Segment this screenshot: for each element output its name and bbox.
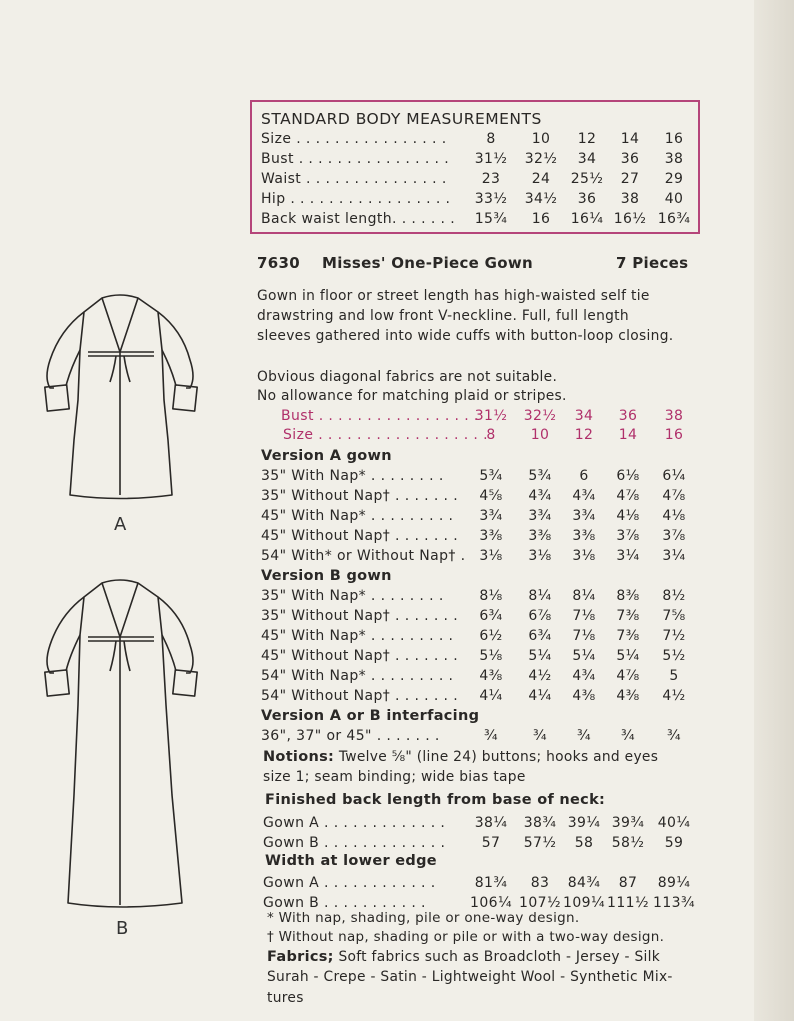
bust-row-value: 34 (574, 408, 594, 424)
measurement-row-value: 38 (620, 191, 640, 207)
finished-length-row-value: 38¼ (474, 815, 508, 831)
yardage-row-value: 3⅛ (479, 548, 503, 564)
finished-length-row-value: 39¾ (611, 815, 645, 831)
size-row-value: 12 (574, 427, 594, 443)
size-row-value: 10 (530, 427, 550, 443)
measurement-row-value: 14 (620, 131, 640, 147)
bust-row-value: 31½ (474, 408, 508, 424)
width-lower-row-value: 106¼ (470, 895, 512, 911)
yardage-row-value: 7½ (662, 628, 686, 644)
width-lower-heading: Width at lower edge (265, 853, 437, 869)
notions-label: Notions: (263, 749, 335, 765)
yardage-row-value: ¾ (667, 728, 681, 744)
finished-length-row-value: 38¾ (523, 815, 557, 831)
measurement-row-value: 40 (664, 191, 684, 207)
yardage-row-value: 4⅜ (572, 688, 596, 704)
finished-length-row-value: 39¼ (567, 815, 601, 831)
yardage-row-value: 5 (669, 668, 679, 684)
description-line-1: Gown in floor or street length has high-waisted self tie (257, 288, 650, 304)
yardage-row-value: 5¼ (528, 648, 552, 664)
measurement-row-value: 34½ (524, 191, 558, 207)
yardage-row-value: 7⅛ (572, 608, 596, 624)
yardage-row-value: 3⅜ (528, 528, 552, 544)
measurement-row-value: 36 (577, 191, 597, 207)
measurement-row-label: Back waist length. . . . . . . (261, 211, 456, 227)
finished-length-heading: Finished back length from base of neck: (265, 792, 606, 808)
yardage-row-value: 6¾ (528, 628, 552, 644)
measurement-row-value: 23 (481, 171, 501, 187)
width-lower-row-value: 87 (618, 875, 638, 891)
yardage-row-value: 3¾ (572, 508, 596, 524)
yardage-row-value: 4¾ (572, 488, 596, 504)
yardage-row-label: 54" Without Nap† . . . . . . . (261, 688, 459, 704)
bust-row-value: 36 (618, 408, 638, 424)
yardage-row-value: 5¾ (528, 468, 552, 484)
yardage-row-value: 6 (579, 468, 589, 484)
finished-length-row-value: 40¼ (657, 815, 691, 831)
measurement-row-value: 34 (577, 151, 597, 167)
yardage-row-label: 45" With Nap* . . . . . . . . . (261, 508, 454, 524)
finished-length-row-value: 59 (664, 835, 684, 851)
width-lower-row-label: Gown B . . . . . . . . . . . (263, 895, 426, 911)
width-lower-row-value: 109¼ (563, 895, 605, 911)
pattern-pieces: 7 Pieces (616, 254, 689, 272)
yardage-row-value: 8¼ (572, 588, 596, 604)
finished-length-row-value: 58½ (611, 835, 645, 851)
notions-line-2: size 1; seam binding; wide bias tape (263, 769, 526, 785)
yardage-row-value: 5¼ (616, 648, 640, 664)
yardage-section-heading: Version A gown (261, 448, 392, 464)
yardage-row-value: 3⅜ (479, 528, 503, 544)
finished-length-row-value: 57½ (523, 835, 557, 851)
yardage-row-value: 4⅛ (662, 508, 686, 524)
measurement-row-value: 32½ (524, 151, 558, 167)
page-edge-shadow (754, 0, 794, 1021)
yardage-row-value: 3¾ (528, 508, 552, 524)
gown-b-illustration (40, 575, 200, 910)
yardage-row-value: 4⅜ (616, 688, 640, 704)
yardage-row-value: 3¼ (616, 548, 640, 564)
measurement-row-value: 25½ (570, 171, 604, 187)
yardage-row-value: 3¾ (479, 508, 503, 524)
yardage-row-label: 45" Without Nap† . . . . . . . (261, 648, 459, 664)
footnote-with-nap: * With nap, shading, pile or one-way design. (267, 910, 580, 926)
measurement-row-value: 10 (531, 131, 551, 147)
bust-row-value: 32½ (523, 408, 557, 424)
size-row-label: Size . . . . . . . . . . . . . . . . . . (283, 427, 488, 443)
yardage-row-value: 7⅛ (572, 628, 596, 644)
note-line-2: No allowance for matching plaid or stripes. (257, 388, 567, 404)
yardage-row-value: 3⅞ (616, 528, 640, 544)
measurement-row-label: Waist . . . . . . . . . . . . . . . (261, 171, 447, 187)
measurement-row-value: 16¼ (570, 211, 604, 227)
finished-length-row-value: 57 (481, 835, 501, 851)
yardage-row-label: 35" With Nap* . . . . . . . . (261, 468, 444, 484)
measurement-row-label: Size . . . . . . . . . . . . . . . . (261, 131, 447, 147)
measurements-title: STANDARD BODY MEASUREMENTS (261, 110, 542, 128)
yardage-row-label: 35" Without Nap† . . . . . . . (261, 608, 459, 624)
measurement-row-value: 29 (664, 171, 684, 187)
size-row-value: 8 (486, 427, 496, 443)
yardage-row-value: 4½ (662, 688, 686, 704)
fabrics-text-1: Soft fabrics such as Broadcloth - Jersey - Silk (338, 949, 661, 965)
yardage-row-value: 5¾ (479, 468, 503, 484)
fabrics-line-1 (267, 949, 660, 965)
yardage-section-heading: Version A or B interfacing (261, 708, 480, 724)
yardage-row-value: 6½ (479, 628, 503, 644)
gown-a-illustration (40, 290, 200, 505)
yardage-row-value: 3⅞ (662, 528, 686, 544)
measurement-row-label: Hip . . . . . . . . . . . . . . . . . (261, 191, 451, 207)
measurement-row-value: 33½ (474, 191, 508, 207)
yardage-row-value: 4⅛ (616, 508, 640, 524)
yardage-row-value: 8½ (662, 588, 686, 604)
measurement-row-value: 16¾ (657, 211, 691, 227)
figure-a-label: A (114, 514, 127, 535)
measurement-row-value: 27 (620, 171, 640, 187)
yardage-row-value: 7⅜ (616, 628, 640, 644)
finished-length-row-label: Gown B . . . . . . . . . . . . . (263, 835, 446, 851)
yardage-row-label: 54" With* or Without Nap† . (261, 548, 466, 564)
fabrics-line-2: Surah - Crepe - Satin - Lightweight Wool - Synthetic Mix- (267, 969, 673, 985)
yardage-row-value: 5⅛ (479, 648, 503, 664)
description-line-3: sleeves gathered into wide cuffs with button-loop closing. (257, 328, 674, 344)
pattern-name: Misses' One-Piece Gown (322, 254, 534, 272)
yardage-row-label: 45" With Nap* . . . . . . . . . (261, 628, 454, 644)
yardage-row-value: 4⅞ (662, 488, 686, 504)
measurement-row-value: 12 (577, 131, 597, 147)
size-row-value: 14 (618, 427, 638, 443)
yardage-row-value: 4½ (528, 668, 552, 684)
yardage-row-value: 7⅝ (662, 608, 686, 624)
bust-row-label: Bust . . . . . . . . . . . . . . . . . (281, 408, 479, 424)
yardage-row-value: 3⅛ (528, 548, 552, 564)
yardage-row-value: 4⅜ (479, 668, 503, 684)
yardage-row-label: 36", 37" or 45" . . . . . . . (261, 728, 440, 744)
yardage-row-value: ¾ (577, 728, 591, 744)
finished-length-row-value: 58 (574, 835, 594, 851)
yardage-row-label: 45" Without Nap† . . . . . . . (261, 528, 459, 544)
yardage-row-value: 6⅞ (528, 608, 552, 624)
note-line-1: Obvious diagonal fabrics are not suitable. (257, 369, 558, 385)
description-line-2: drawstring and low front V-neckline. Full, full length (257, 308, 629, 324)
yardage-row-value: 4¾ (572, 668, 596, 684)
yardage-row-value: 4⅝ (479, 488, 503, 504)
yardage-row-value: ¾ (533, 728, 547, 744)
fabrics-label: Fabrics; (267, 949, 334, 965)
size-row-value: 16 (664, 427, 684, 443)
yardage-row-value: 4¼ (528, 688, 552, 704)
yardage-row-value: 8⅛ (479, 588, 503, 604)
fabrics-line-3: tures (267, 990, 304, 1006)
measurement-row-value: 16 (531, 211, 551, 227)
yardage-row-value: 4¾ (528, 488, 552, 504)
yardage-section-heading: Version B gown (261, 568, 392, 584)
pattern-number: 7630 (257, 254, 300, 272)
yardage-row-value: 6⅛ (616, 468, 640, 484)
width-lower-row-value: 113¾ (653, 895, 695, 911)
notions-line-1 (263, 749, 658, 765)
yardage-row-value: 5¼ (572, 648, 596, 664)
width-lower-row-value: 84¾ (567, 875, 601, 891)
width-lower-row-value: 81¾ (474, 875, 508, 891)
measurement-row-value: 8 (486, 131, 496, 147)
measurement-row-value: 16½ (613, 211, 647, 227)
yardage-row-value: ¾ (621, 728, 635, 744)
yardage-row-value: ¾ (484, 728, 498, 744)
yardage-row-value: 6¾ (479, 608, 503, 624)
yardage-row-value: 5½ (662, 648, 686, 664)
width-lower-row-value: 83 (530, 875, 550, 891)
measurement-row-value: 15¾ (474, 211, 508, 227)
width-lower-row-value: 107½ (519, 895, 561, 911)
measurement-row-value: 16 (664, 131, 684, 147)
yardage-row-value: 4⅞ (616, 668, 640, 684)
yardage-row-value: 7⅜ (616, 608, 640, 624)
yardage-row-label: 35" With Nap* . . . . . . . . (261, 588, 444, 604)
width-lower-row-value: 89¼ (657, 875, 691, 891)
measurement-row-label: Bust . . . . . . . . . . . . . . . . (261, 151, 450, 167)
yardage-row-label: 54" With Nap* . . . . . . . . . (261, 668, 454, 684)
width-lower-row-value: 111½ (607, 895, 649, 911)
width-lower-row-label: Gown A . . . . . . . . . . . . (263, 875, 436, 891)
yardage-row-value: 4⅞ (616, 488, 640, 504)
yardage-row-value: 3⅛ (572, 548, 596, 564)
yardage-row-label: 35" Without Nap† . . . . . . . (261, 488, 459, 504)
measurement-row-value: 24 (531, 171, 551, 187)
measurement-row-value: 31½ (474, 151, 508, 167)
yardage-row-value: 3⅜ (572, 528, 596, 544)
notions-text-1: Twelve ⅝" (line 24) buttons; hooks and eyes (338, 749, 659, 765)
figure-b-label: B (116, 918, 129, 939)
finished-length-row-label: Gown A . . . . . . . . . . . . . (263, 815, 446, 831)
measurement-row-value: 38 (664, 151, 684, 167)
measurement-row-value: 36 (620, 151, 640, 167)
bust-row-value: 38 (664, 408, 684, 424)
yardage-row-value: 3¼ (662, 548, 686, 564)
yardage-row-value: 8⅜ (616, 588, 640, 604)
yardage-row-value: 4¼ (479, 688, 503, 704)
footnote-without-nap: † Without nap, shading or pile or with a two-way design. (267, 929, 665, 945)
yardage-row-value: 8¼ (528, 588, 552, 604)
yardage-row-value: 6¼ (662, 468, 686, 484)
